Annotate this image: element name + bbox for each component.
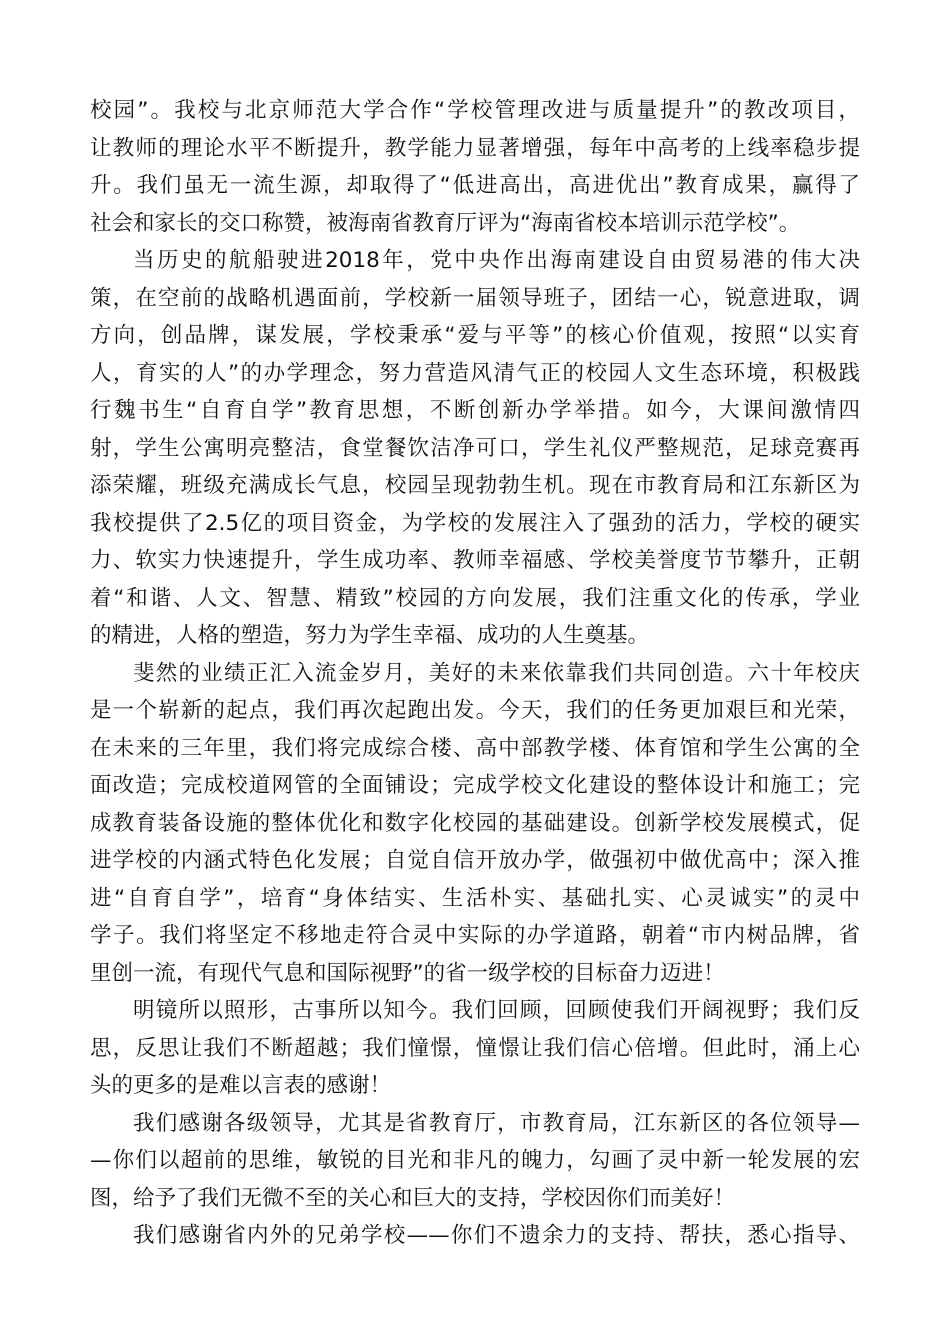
- text-line: 力、软实力快速提升，学生成功率、教师幸福感、学校美誉度节节攀升，正朝: [90, 548, 860, 573]
- text-line: 人，育实的人”的办学理念，努力营造风清气正的校园人文生态环境，积极践: [90, 360, 860, 386]
- paragraph-3: [90, 655, 860, 993]
- text-line: 策，在空前的战略机遇面前，学校新一届领导班子，团结一心，锐意进取，调: [90, 285, 860, 311]
- text-line: 方向，创品牌，谋发展，学校秉承“爱与平等”的核心价值观，按照“以实育: [90, 323, 860, 348]
- text-line: 在未来的三年里，我们将完成综合楼、高中部教学楼、体育馆和学生公寓的全: [90, 735, 860, 761]
- text-line: 添荣耀，班级充满成长气息，校园呈现勃勃生机。现在市教育局和江东新区为: [90, 473, 860, 498]
- text-line: 是一个崭新的起点，我们再次起跑出发。今天，我们的任务更加艰巨和光荣，: [90, 698, 860, 723]
- text-line: 里创一流，有现代气息和国际视野”的省一级学校的目标奋力迈进！: [90, 960, 725, 986]
- text-line: —你们以超前的思维，敏锐的目光和非凡的魄力，勾画了灵中新一轮发展的宏: [90, 1148, 860, 1173]
- text-line: 的精进，人格的塑造，努力为学生幸福、成功的人生奠基。: [90, 623, 650, 648]
- text-line: 我们感谢省内外的兄弟学校——你们不遗余力的支持、帮扶，悉心指导、: [133, 1223, 860, 1248]
- text-line: 校园”。我校与北京师范大学合作“学校管理改进与质量提升”的教改项目，: [90, 98, 860, 123]
- text-line: 我校提供了2.5亿的项目资金，为学校的发展注入了强劲的活力，学校的硬实: [90, 510, 860, 536]
- paragraph-6: [90, 1217, 860, 1255]
- paragraph-4: [90, 992, 860, 1105]
- text-line: 进“自育自学”，培育“身体结实、生活朴实、基础扎实、心灵诚实”的灵中: [90, 885, 860, 911]
- text-line: 让教师的理论水平不断提升，教学能力显著增强，每年中高考的上线率稳步提: [90, 135, 860, 161]
- paragraph-2: [90, 242, 860, 655]
- text-line: 进学校的内涵式特色化发展；自觉自信开放办学，做强初中做优高中；深入推: [90, 848, 860, 873]
- text-line: 当历史的航船驶进2018年，党中央作出海南建设自由贸易港的伟大决: [133, 248, 860, 273]
- document-body: [90, 92, 860, 1255]
- text-line: 射，学生公寓明亮整洁，食堂餐饮洁净可口，学生礼仪严整规范，足球竞赛再: [90, 435, 860, 461]
- text-line: 学子。我们将坚定不移地走符合灵中实际的办学道路，朝着“市内树品牌，省: [90, 923, 860, 948]
- text-line: 图，给予了我们无微不至的关心和巨大的支持，学校因你们而美好！: [90, 1185, 736, 1211]
- text-line: 成教育装备设施的整体优化和数字化校园的基础建设。创新学校发展模式，促: [90, 810, 860, 836]
- text-line: 明镜所以照形，古事所以知今。我们回顾，回顾使我们开阔视野；我们反: [133, 998, 860, 1023]
- text-line: 社会和家长的交口称赞，被海南省教育厅评为“海南省校本培训示范学校”。: [90, 210, 801, 236]
- text-line: 思，反思让我们不断超越；我们憧憬，憧憬让我们信心倍增。但此时，涌上心: [90, 1035, 860, 1061]
- text-line: 行魏书生“自育自学”教育思想，不断创新办学举措。如今，大课间激情四: [90, 398, 860, 423]
- text-line: 升。我们虽无一流生源，却取得了“低进高出，高进优出”教育成果，赢得了: [90, 173, 860, 198]
- text-line: 头的更多的是难以言表的感谢！: [90, 1073, 392, 1098]
- paragraph-5: [90, 1105, 860, 1218]
- text-line: 面改造；完成校道网管的全面铺设；完成学校文化建设的整体设计和施工；完: [90, 773, 860, 798]
- text-line: 我们感谢各级领导，尤其是省教育厅，市教育局，江东新区的各位领导—: [133, 1110, 860, 1136]
- text-line: 着“和谐、人文、智慧、精致”校园的方向发展，我们注重文化的传承，学业: [90, 585, 860, 611]
- text-line: 斐然的业绩正汇入流金岁月，美好的未来依靠我们共同创造。六十年校庆: [133, 660, 860, 686]
- paragraph-1: [90, 92, 860, 242]
